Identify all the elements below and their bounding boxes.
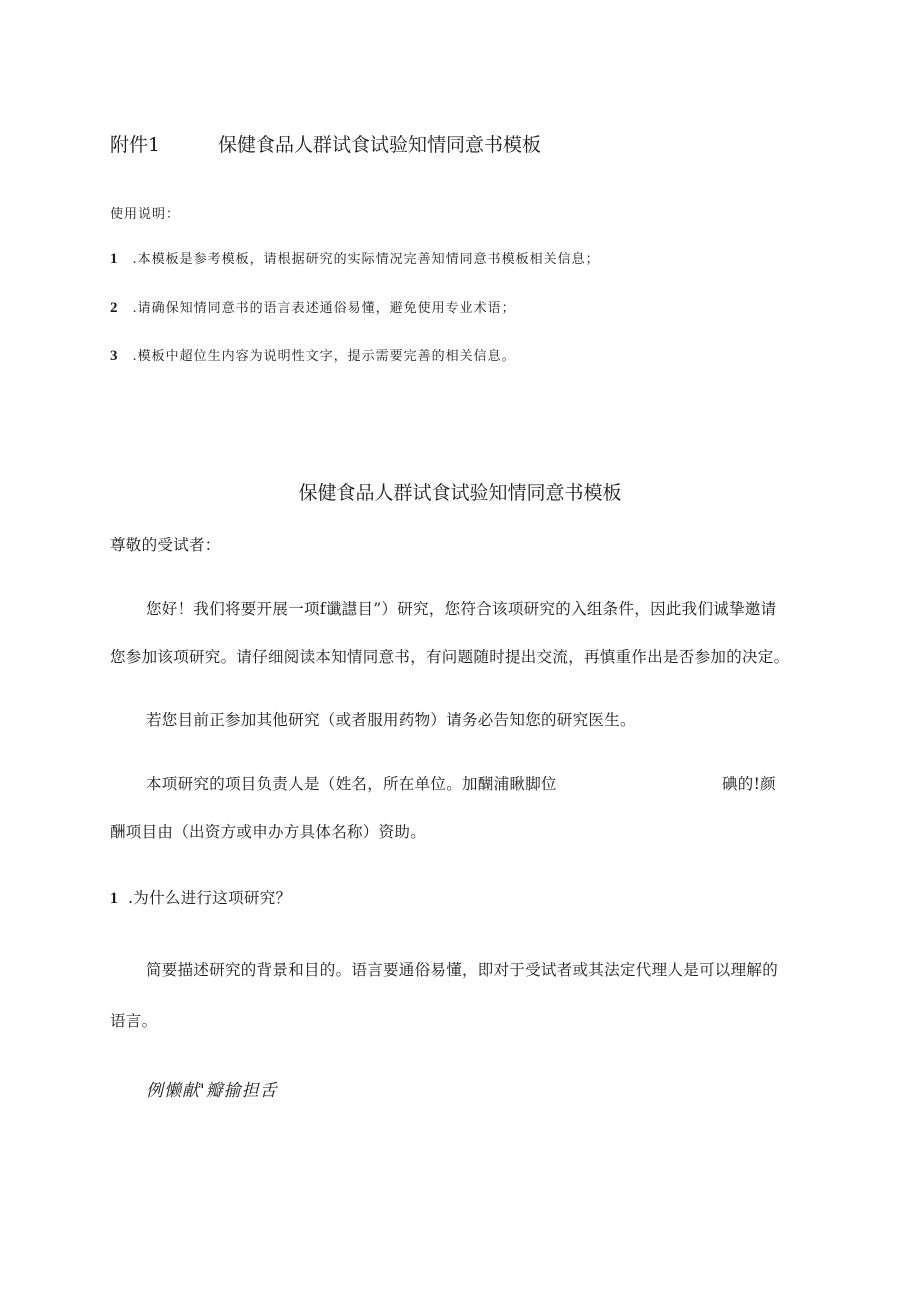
attachment-label: 附件1 bbox=[110, 134, 161, 156]
usage-item-number: 2 bbox=[110, 300, 119, 316]
notice-paragraph: 若您目前正参加其他研究（或者服用药物）请务必告知您的研究医生。 bbox=[146, 711, 636, 729]
usage-item-text: .请确保知情同意书的语言表述通俗易懂，避免使用专业术语； bbox=[132, 301, 516, 316]
usage-item-number: 1 bbox=[110, 251, 119, 267]
salutation: 尊敬的受试者： bbox=[110, 536, 221, 554]
attachment-title: 保健食品人群试食试验知情同意书模板 bbox=[218, 134, 542, 156]
section-1-number: 1 bbox=[110, 890, 119, 907]
usage-item-text: .本模板是参考模板，请根据研究的实际情况完善知情同意书模板相关信息； bbox=[132, 252, 600, 267]
section-1-body-line2: 语言。 bbox=[110, 1012, 158, 1030]
usage-item bbox=[110, 345, 516, 365]
usage-item bbox=[110, 248, 600, 268]
document-title: 保健食品人群试食试验知情同意书模板 bbox=[298, 482, 622, 504]
section-1-body-line1: 简要描述研究的背景和目的。语言要通俗易懂，即对于受试者或其法定代理人是可以理解的 bbox=[146, 961, 779, 979]
intro-paragraph-line2: 您参加该项研究。请仔细阅读本知情同意书，有问题随时提出交流，再慎重作出是否参加的决定。 bbox=[110, 648, 790, 666]
usage-item-text: .模板中超位生内容为说明性文字，提示需要完善的相关信息。 bbox=[132, 349, 516, 364]
section-1-example: 例懒献'瓣揄担舌 bbox=[146, 1081, 278, 1101]
investigator-paragraph-line1a: 本项研究的项目负责人是（姓名，所在单位。加醐浦瞅脚位 bbox=[146, 775, 557, 793]
usage-item bbox=[110, 297, 516, 317]
intro-paragraph-line1: 您好！我们将要开展一项f谶譿目”）研究，您符合该项研究的入组条件，因此我们诚挚邀请 bbox=[146, 600, 777, 618]
section-1-title: .为什么进行这项研究？ bbox=[128, 889, 292, 907]
usage-title: 使用说明： bbox=[110, 207, 181, 222]
investigator-paragraph-line2: 酬项目由（出资方或申办方具体名称）资助。 bbox=[110, 823, 427, 841]
section-1-heading bbox=[110, 886, 291, 908]
investigator-paragraph-line1b: 碘的!颜 bbox=[722, 775, 776, 793]
usage-item-number: 3 bbox=[110, 348, 119, 364]
